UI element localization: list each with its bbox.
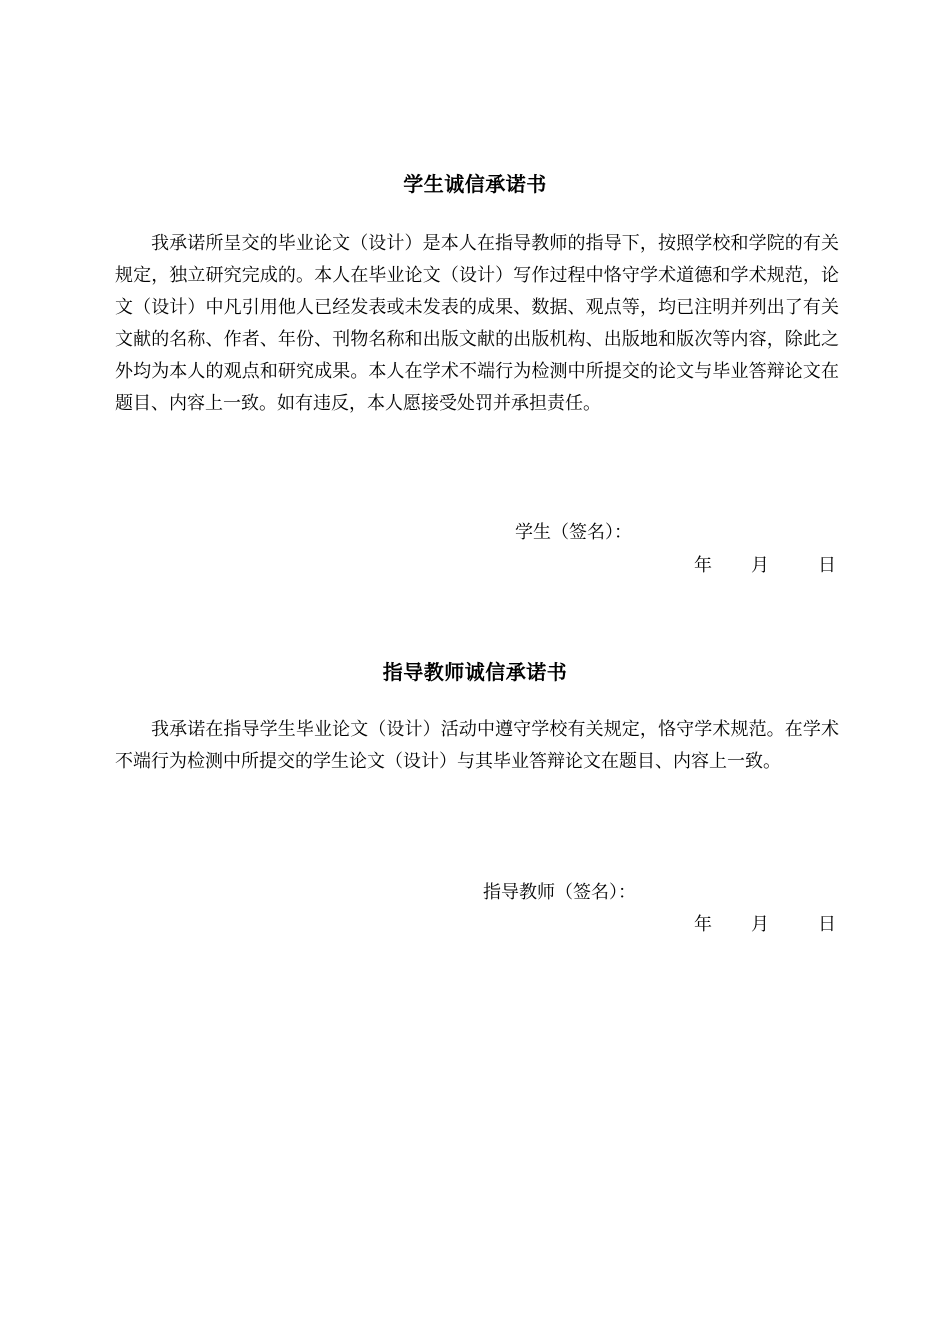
teacher-signature-label: 指导教师（签名）： [483,882,636,903]
student-date-line [0,551,950,577]
student-date-year: 年 [694,555,712,576]
teacher-date-line [0,910,950,936]
teacher-pledge-body: 我承诺在指导学生毕业论文（设计）活动中遵守学校有关规定，恪守学术规范。在学术不端行为检测中所提交的学生论文（设计）与其毕业答辩论文在题目、内容上一致。 [115,719,839,772]
teacher-date-day: 日 [818,914,836,935]
teacher-pledge-title: 指导教师诚信承诺书 [382,660,568,684]
student-signature-label: 学生（签名）： [515,522,632,543]
student-pledge-body: 我承诺所呈交的毕业论文（设计）是本人在指导教师的指导下，按照学校和学院的有关规定，独立研究完成的。本人在毕业论文（设计）写作过程中恪守学术道德和学术规范，论文（设计）中凡引用他人已经发表或未发表的成果、数据、观点等，均已注明并列出了有关文献的名称、作者、年份、刊物名称和出版文献的出版机构、出版地和版次等内容，除此之外均为本人的观点和研究成果。本人在学术不端行为检测中所提交的论文与毕业答辩论文在题目、内容上一致。如有违反，本人愿接受处罚并承担责任。 [115,233,839,414]
student-pledge-title: 学生诚信承诺书 [403,172,547,196]
teacher-date-month: 月 [751,914,769,935]
student-date-month: 月 [751,555,769,576]
teacher-date-year: 年 [694,914,712,935]
student-date-day: 日 [818,555,836,576]
